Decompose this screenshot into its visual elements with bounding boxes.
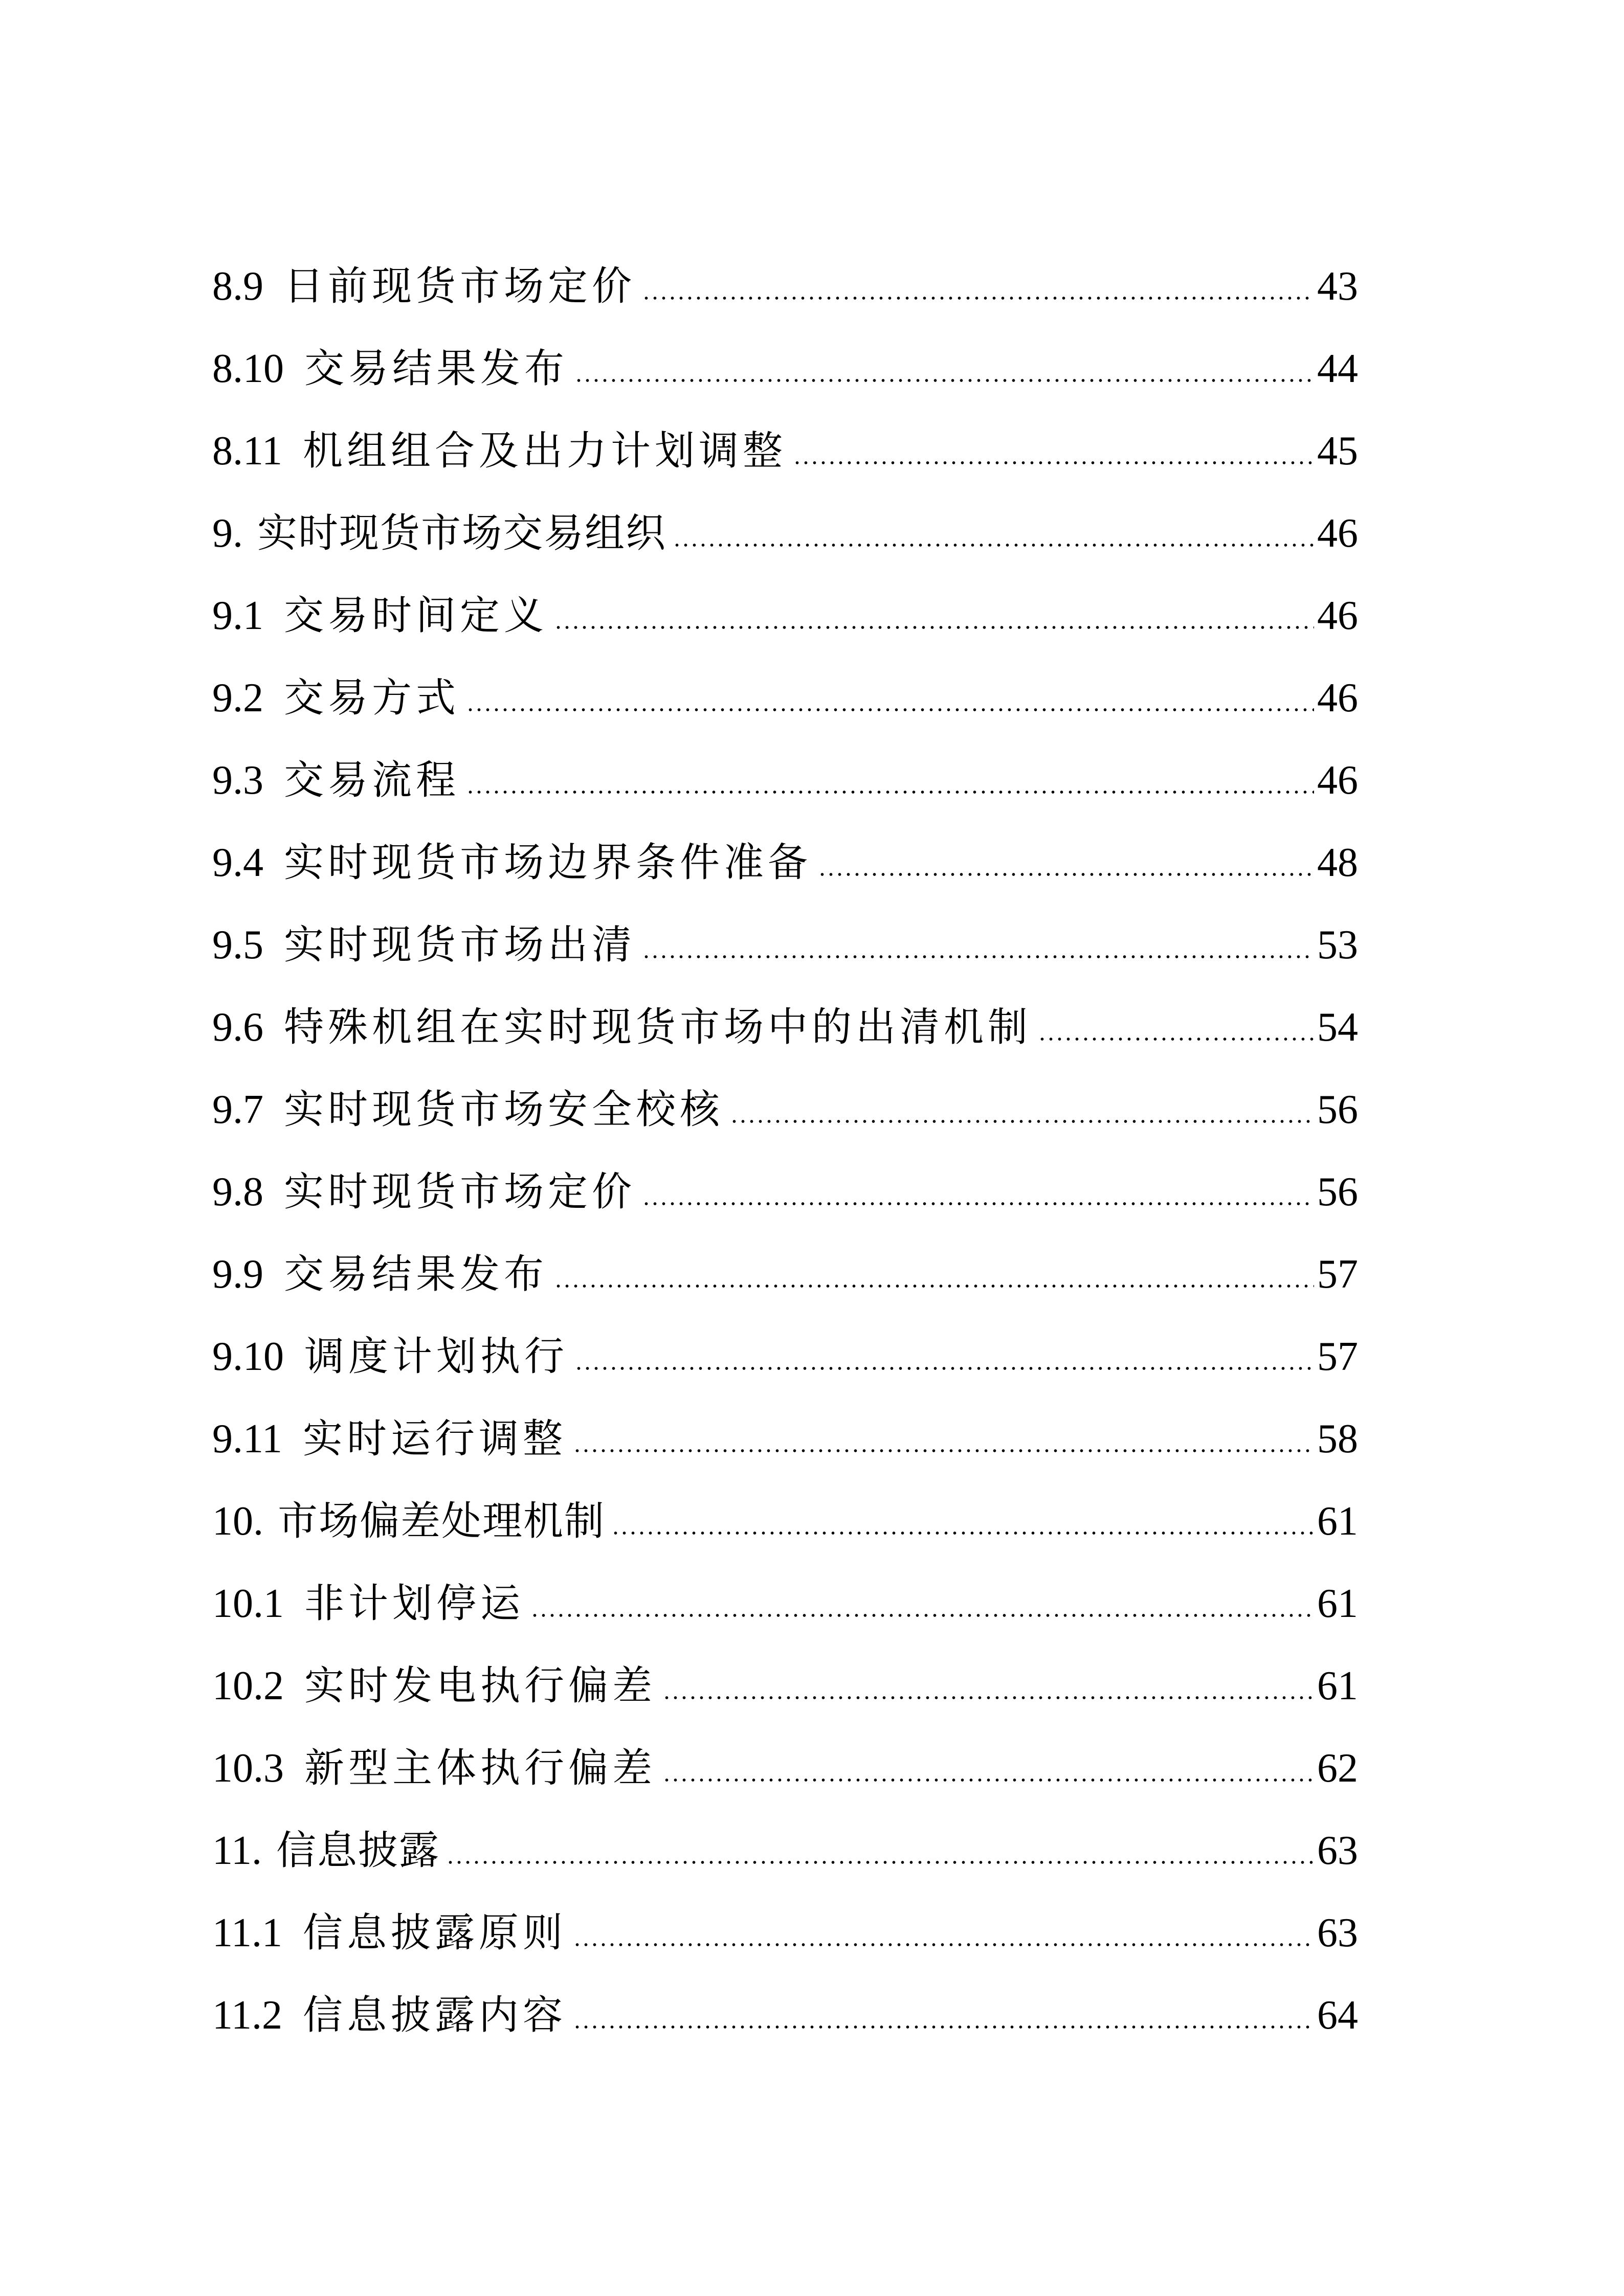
toc-entry[interactable] — [212, 1575, 1358, 1658]
toc-entry[interactable] — [212, 423, 1358, 505]
toc-entry[interactable] — [212, 258, 1358, 341]
toc-entry[interactable] — [212, 917, 1358, 999]
toc-entry-number: 9.2 — [212, 676, 263, 721]
toc-entry[interactable] — [212, 1658, 1358, 1740]
toc-page-number: 54 — [1317, 1005, 1358, 1050]
dot-leader — [642, 1202, 1314, 1205]
dot-leader — [642, 955, 1314, 958]
toc-entry-number: 9.3 — [212, 758, 263, 803]
toc-entry-title: 信息披露 — [276, 1828, 440, 1874]
toc-entry-number: 11. — [212, 1828, 262, 1873]
dot-leader — [466, 791, 1314, 794]
toc-entry-title: 机组组合及出力计划调整 — [303, 428, 787, 474]
toc-entry-title: 信息披露原则 — [303, 1910, 567, 1956]
toc-entry-number: 9.7 — [212, 1087, 263, 1132]
toc-page-number: 45 — [1317, 429, 1358, 474]
toc-entry-title: 实时现货市场定价 — [284, 1169, 636, 1215]
toc-entry[interactable] — [212, 999, 1358, 1082]
toc-entry-number: 10.3 — [212, 1746, 284, 1791]
toc-entry[interactable] — [212, 1082, 1358, 1164]
toc-entry-title: 信息披露内容 — [303, 1992, 567, 2038]
toc-page-number: 43 — [1317, 264, 1358, 309]
toc-entry-title: 日前现货市场定价 — [284, 263, 636, 309]
dot-leader — [574, 379, 1314, 382]
dot-leader — [574, 1367, 1314, 1370]
toc-entry-title: 实时发电执行偏差 — [304, 1663, 657, 1709]
toc-entry-title: 非计划停运 — [304, 1581, 525, 1627]
toc-page-number: 64 — [1317, 1993, 1358, 2038]
toc-entry-number: 8.11 — [212, 429, 283, 474]
dot-leader — [818, 873, 1314, 876]
dot-leader — [642, 297, 1314, 300]
dot-leader — [573, 1449, 1314, 1452]
toc-entry-title: 实时运行调整 — [303, 1416, 567, 1462]
toc-entry-title: 实时现货市场安全校核 — [284, 1087, 724, 1133]
toc-entry-title: 调度计划执行 — [304, 1334, 569, 1380]
toc-page-number: 61 — [1317, 1663, 1358, 1708]
toc-entry[interactable] — [212, 1905, 1358, 1987]
toc-entry-number: 10.2 — [212, 1663, 284, 1708]
dot-leader — [793, 461, 1314, 464]
toc-entry-title: 交易流程 — [284, 757, 460, 803]
toc-entry[interactable] — [212, 835, 1358, 917]
toc-page-number: 53 — [1317, 922, 1358, 967]
dot-leader — [554, 1285, 1314, 1288]
dot-leader — [466, 708, 1314, 711]
toc-entry-number: 10. — [212, 1499, 263, 1544]
dot-leader — [573, 1943, 1314, 1946]
dot-leader — [662, 1696, 1314, 1699]
toc-entry[interactable] — [212, 670, 1358, 752]
dot-leader — [1038, 1038, 1314, 1041]
toc-entry-number: 9.5 — [212, 922, 263, 967]
toc-entry[interactable] — [212, 1246, 1358, 1329]
dot-leader — [611, 1532, 1314, 1535]
dot-leader — [673, 544, 1314, 547]
toc-entry-title: 实时现货市场交易组织 — [257, 510, 667, 556]
toc-page-number: 63 — [1317, 1910, 1358, 1955]
toc-entry-number: 11.2 — [212, 1993, 283, 2038]
table-of-contents — [212, 258, 1358, 2069]
toc-page-number: 57 — [1317, 1334, 1358, 1379]
toc-page-number: 62 — [1317, 1746, 1358, 1791]
toc-page-number: 61 — [1317, 1499, 1358, 1544]
toc-page-number: 63 — [1317, 1828, 1358, 1873]
toc-page-number: 56 — [1317, 1169, 1358, 1214]
toc-entry[interactable] — [212, 752, 1358, 835]
toc-entry-number: 9.6 — [212, 1005, 263, 1050]
dot-leader — [730, 1120, 1314, 1123]
toc-entry[interactable] — [212, 1164, 1358, 1246]
toc-entry-number: 9.1 — [212, 593, 263, 638]
toc-entry-title: 实时现货市场边界条件准备 — [284, 840, 812, 886]
toc-entry-number: 9.4 — [212, 840, 263, 885]
toc-entry-number: 10.1 — [212, 1581, 284, 1626]
toc-page-number: 44 — [1317, 346, 1358, 391]
toc-entry-title: 市场偏差处理机制 — [278, 1498, 606, 1544]
toc-entry-title: 交易方式 — [284, 675, 460, 721]
toc-page-number: 46 — [1317, 593, 1358, 638]
toc-page-number: 56 — [1317, 1087, 1358, 1132]
toc-page-number: 61 — [1317, 1581, 1358, 1626]
toc-entry-number: 11.1 — [212, 1910, 283, 1955]
toc-entry[interactable] — [212, 1740, 1358, 1822]
toc-entry-number: 9.9 — [212, 1252, 263, 1297]
toc-entry[interactable] — [212, 588, 1358, 670]
toc-entry[interactable] — [212, 341, 1358, 423]
toc-chapter-entry[interactable] — [212, 505, 1358, 588]
toc-entry-number: 9.11 — [212, 1416, 283, 1461]
toc-entry-number: 9.8 — [212, 1169, 263, 1214]
toc-page-number: 46 — [1317, 758, 1358, 803]
toc-entry-title: 交易结果发布 — [284, 1251, 548, 1297]
toc-chapter-entry[interactable] — [212, 1822, 1358, 1905]
toc-chapter-entry[interactable] — [212, 1493, 1358, 1575]
toc-entry-number: 8.10 — [212, 346, 284, 391]
toc-page-number: 48 — [1317, 840, 1358, 885]
toc-entry[interactable] — [212, 1329, 1358, 1411]
dot-leader — [662, 1779, 1314, 1782]
toc-page-number: 46 — [1317, 511, 1358, 556]
toc-entry-title: 新型主体执行偏差 — [304, 1745, 657, 1791]
toc-page-number: 46 — [1317, 676, 1358, 721]
toc-entry-number: 9. — [212, 511, 243, 556]
toc-entry-title: 交易结果发布 — [304, 346, 569, 392]
toc-entry-number: 9.10 — [212, 1334, 284, 1379]
dot-leader — [530, 1614, 1314, 1617]
toc-entry-number: 8.9 — [212, 264, 263, 309]
toc-entry-title: 实时现货市场出清 — [284, 922, 636, 968]
dot-leader — [554, 626, 1314, 629]
dot-leader — [573, 2025, 1314, 2029]
toc-page-number: 58 — [1317, 1416, 1358, 1461]
toc-entry[interactable] — [212, 1411, 1358, 1493]
dot-leader — [446, 1861, 1314, 1864]
toc-entry-title: 交易时间定义 — [284, 593, 548, 639]
toc-entry-title: 特殊机组在实时现货市场中的出清机制 — [284, 1004, 1032, 1050]
toc-page-number: 57 — [1317, 1252, 1358, 1297]
toc-entry[interactable] — [212, 1987, 1358, 2069]
